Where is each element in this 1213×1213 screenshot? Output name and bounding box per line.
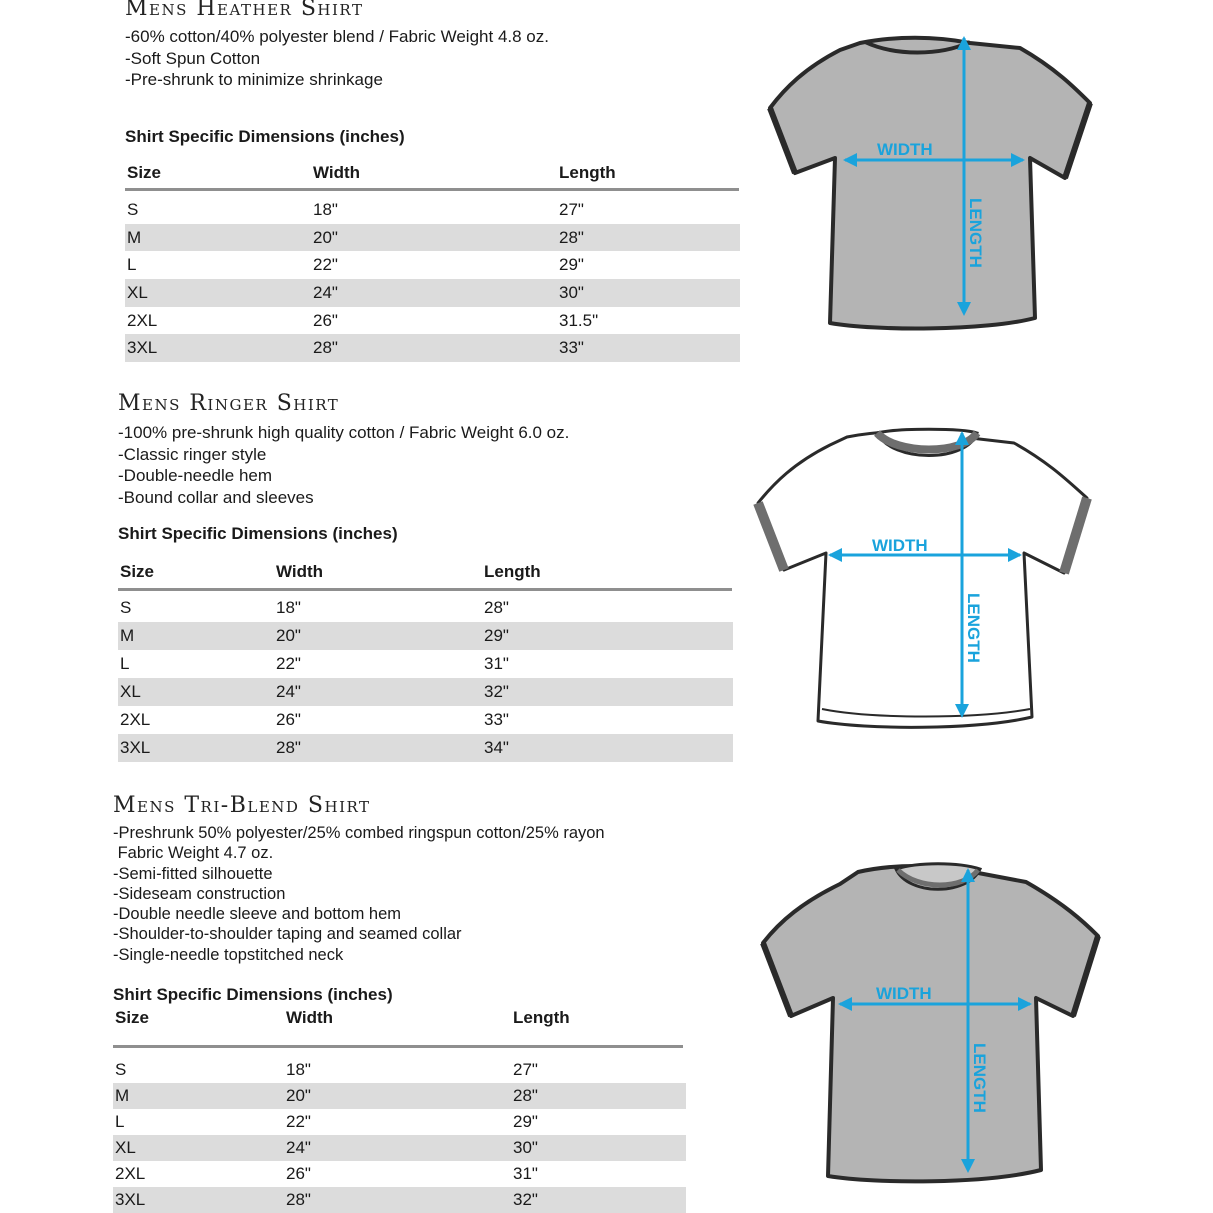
dimensions-heading: Shirt Specific Dimensions (inches) — [125, 127, 405, 146]
table-cell: 28" — [513, 1086, 538, 1105]
table-cell: M — [127, 227, 142, 247]
table-row — [118, 622, 733, 650]
length-label: LENGTH — [966, 198, 985, 268]
table-row — [125, 251, 740, 279]
header-size: Size — [120, 562, 155, 581]
table-cell: L — [127, 255, 137, 275]
table-header — [113, 1008, 683, 1032]
description-line: -Sideseam construction — [113, 884, 286, 903]
table-cell: 18" — [313, 199, 338, 219]
section-title: Mens Tri-Blend Shirt — [113, 793, 371, 818]
table-cell: XL — [120, 682, 141, 701]
product-description — [118, 422, 569, 508]
description-line: Fabric Weight 4.7 oz. — [113, 844, 274, 863]
table-row — [113, 1187, 686, 1213]
product-description — [125, 26, 549, 91]
table-row — [125, 196, 740, 224]
table-cell: 30" — [559, 282, 584, 302]
table-cell: 33" — [559, 338, 584, 358]
dimensions-heading: Shirt Specific Dimensions (inches) — [118, 524, 398, 543]
table-cell: 26" — [286, 1164, 311, 1183]
table-row — [118, 594, 733, 622]
table-row — [125, 307, 740, 335]
header-length: Length — [513, 1008, 570, 1027]
length-label: LENGTH — [970, 1043, 989, 1113]
table-cell: S — [127, 199, 139, 219]
section-title: Mens Heather Shirt — [125, 0, 364, 21]
table-cell: 26" — [276, 710, 301, 729]
size-table — [113, 1057, 686, 1213]
table-cell: 27" — [559, 199, 584, 219]
table-row — [118, 734, 733, 762]
description-line: -Shoulder-to-shoulder taping and seamed collar — [113, 925, 462, 944]
table-cell: 24" — [276, 682, 301, 701]
table-cell: S — [120, 598, 132, 617]
table-cell: 30" — [513, 1138, 538, 1157]
table-cell: 28" — [484, 598, 509, 617]
triblend-shirt-diagram — [758, 858, 1103, 1188]
table-row — [118, 650, 733, 678]
table-cell: 24" — [286, 1138, 311, 1157]
header-divider — [118, 588, 732, 591]
header-divider — [125, 188, 739, 191]
product-description — [113, 823, 605, 965]
table-cell: M — [115, 1086, 130, 1105]
description-line: -100% pre-shrunk high quality cotton / Fabric Weight 6.0 oz. — [118, 423, 570, 442]
table-row — [113, 1135, 686, 1161]
table-cell: 22" — [286, 1112, 311, 1131]
table-row — [113, 1161, 686, 1187]
table-header — [118, 562, 732, 586]
table-cell: 28" — [286, 1190, 311, 1209]
tshirt-icon — [770, 38, 1090, 329]
table-row — [118, 706, 733, 734]
table-cell: 33" — [484, 710, 509, 729]
table-row — [113, 1057, 686, 1083]
table-cell: 31" — [513, 1164, 538, 1183]
table-cell: 28" — [313, 338, 338, 358]
header-length: Length — [484, 562, 541, 581]
width-label: WIDTH — [872, 536, 928, 555]
header-width: Width — [313, 163, 361, 182]
table-cell: 29" — [559, 255, 584, 275]
table-row — [125, 334, 740, 362]
table-cell: S — [115, 1060, 127, 1079]
ringer-shirt-diagram — [752, 425, 1092, 730]
table-cell: 24" — [313, 282, 338, 302]
table-cell: 27" — [513, 1060, 538, 1079]
table-cell: 3XL — [115, 1190, 146, 1209]
description-line: -Soft Spun Cotton — [125, 48, 261, 68]
description-line: -Classic ringer style — [118, 444, 267, 464]
table-cell: 29" — [484, 626, 509, 645]
table-cell: 31" — [484, 654, 509, 673]
table-cell: 18" — [276, 598, 301, 617]
table-cell: 20" — [286, 1086, 311, 1105]
table-cell: 34" — [484, 738, 509, 757]
table-cell: 31.5" — [559, 310, 599, 330]
header-width: Width — [286, 1008, 334, 1027]
heather-shirt-diagram — [765, 28, 1095, 333]
table-cell: 32" — [513, 1190, 538, 1209]
description-line: -Double needle sleeve and bottom hem — [113, 905, 402, 924]
table-cell: L — [115, 1112, 125, 1131]
table-cell: 29" — [513, 1112, 538, 1131]
table-cell: 26" — [313, 310, 338, 330]
table-cell: 2XL — [127, 310, 158, 330]
header-width: Width — [276, 562, 324, 581]
table-row — [113, 1109, 686, 1135]
description-line: -Single-needle topstitched neck — [113, 945, 344, 964]
description-line: -60% cotton/40% polyester blend / Fabric Weight 4.8 oz. — [125, 27, 549, 46]
size-table — [118, 594, 733, 762]
table-cell: 2XL — [115, 1164, 146, 1183]
header-divider — [113, 1045, 683, 1048]
size-table — [125, 196, 740, 362]
table-cell: 20" — [276, 626, 301, 645]
table-cell: 18" — [286, 1060, 311, 1079]
table-cell: L — [120, 654, 130, 673]
table-cell: 22" — [276, 654, 301, 673]
header-size: Size — [115, 1008, 150, 1027]
tshirt-icon — [758, 432, 1087, 728]
table-cell: 22" — [313, 255, 338, 275]
description-line: -Double-needle hem — [118, 466, 273, 485]
header-size: Size — [127, 163, 162, 182]
table-cell: 2XL — [120, 710, 151, 729]
length-label: LENGTH — [964, 593, 983, 663]
section-title: Mens Ringer Shirt — [118, 391, 340, 416]
table-row — [125, 224, 740, 252]
table-cell: 28" — [276, 738, 301, 757]
table-header — [125, 163, 739, 187]
table-cell: 20" — [313, 227, 338, 247]
table-row — [125, 279, 740, 307]
table-cell: 28" — [559, 227, 584, 247]
table-row — [113, 1083, 686, 1109]
table-cell: XL — [115, 1138, 136, 1157]
width-label: WIDTH — [876, 984, 932, 1003]
table-cell: 32" — [484, 682, 509, 701]
table-cell: 3XL — [120, 738, 151, 757]
width-label: WIDTH — [877, 140, 933, 159]
description-line: -Semi-fitted silhouette — [113, 864, 273, 883]
tshirt-icon — [763, 866, 1098, 1181]
description-line: -Pre-shrunk to minimize shrinkage — [125, 70, 383, 89]
description-line: -Bound collar and sleeves — [118, 487, 314, 507]
table-cell: 3XL — [127, 338, 158, 358]
header-length: Length — [559, 163, 616, 182]
description-line: -Preshrunk 50% polyester/25% combed ringspun cotton/25% rayon — [113, 824, 605, 842]
table-cell: M — [120, 626, 135, 645]
dimensions-heading: Shirt Specific Dimensions (inches) — [113, 985, 393, 1004]
table-row — [118, 678, 733, 706]
table-cell: XL — [127, 282, 148, 302]
